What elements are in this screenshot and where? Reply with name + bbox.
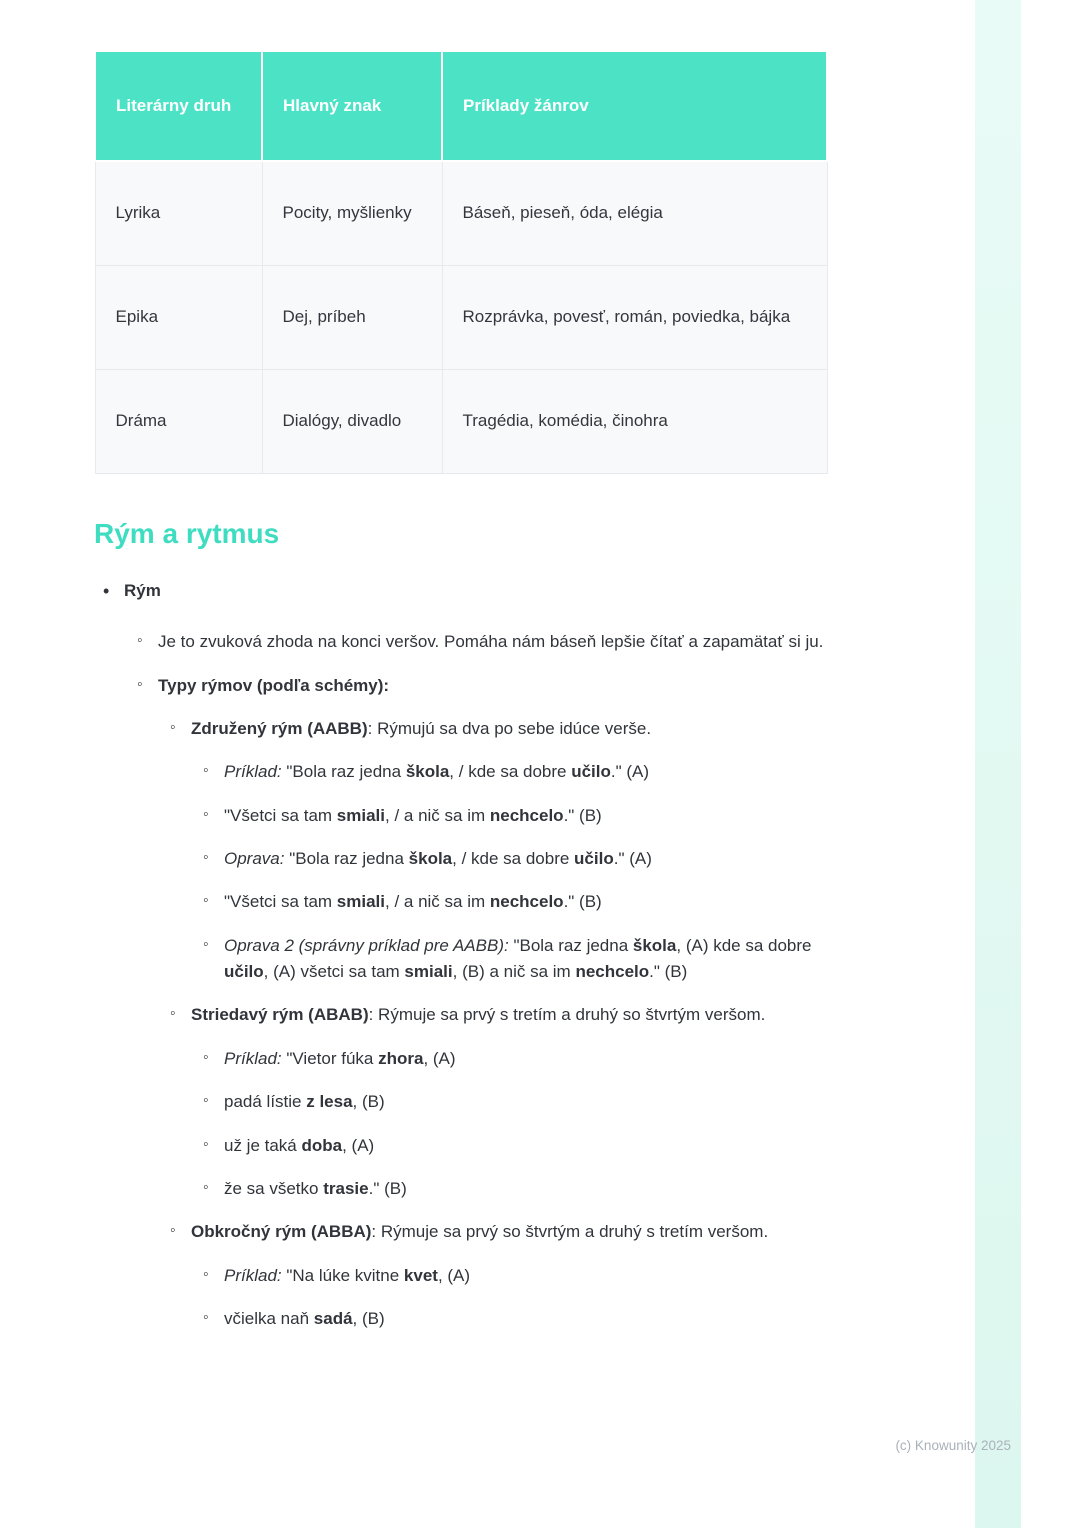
list-item-text bbox=[158, 629, 836, 655]
list-item bbox=[94, 1219, 836, 1245]
text-segment: "Všetci sa tam bbox=[224, 805, 337, 825]
circle-bullet: ◦ bbox=[203, 762, 209, 780]
list-item bbox=[94, 1263, 836, 1289]
table-cell: Rozprávka, povesť, román, poviedka, bájka bbox=[442, 265, 827, 369]
list-item-text bbox=[191, 1219, 836, 1245]
text-segment: nechcelo bbox=[489, 892, 564, 912]
circle-bullet: ◦ bbox=[203, 1135, 209, 1153]
text-segment: Obkročný rým (ABBA) bbox=[191, 1222, 372, 1242]
text-segment: učilo bbox=[224, 962, 264, 982]
table-header-row bbox=[95, 51, 827, 161]
circle-bullet: ◦ bbox=[203, 1308, 209, 1326]
text-segment: padá lístie bbox=[224, 1092, 307, 1112]
text-segment: už je taká bbox=[224, 1135, 302, 1155]
text-segment: ." (B) bbox=[368, 1178, 407, 1198]
text-segment: učilo bbox=[571, 762, 611, 782]
circle-bullet: ◦ bbox=[203, 1048, 209, 1066]
table-cell: Dráma bbox=[95, 369, 262, 473]
text-segment: "Bola raz jedna bbox=[281, 762, 406, 782]
text-segment: , (A) bbox=[342, 1135, 375, 1155]
table-cell: Báseň, pieseň, óda, elégia bbox=[442, 161, 827, 265]
list-item-text bbox=[224, 1263, 836, 1289]
text-segment: Striedavý rým (ABAB) bbox=[191, 1005, 369, 1025]
text-segment: Príklad: bbox=[224, 1048, 282, 1068]
section-heading: Rým a rytmus bbox=[94, 517, 280, 549]
list-item bbox=[94, 846, 836, 872]
list-item bbox=[94, 1306, 836, 1332]
list-item-text bbox=[191, 1002, 836, 1028]
list-item-text bbox=[224, 933, 836, 986]
list-item-text bbox=[124, 578, 836, 604]
text-segment: doba bbox=[301, 1135, 343, 1155]
text-segment: smiali bbox=[336, 892, 385, 912]
table-row bbox=[95, 161, 827, 265]
text-segment: škola bbox=[405, 762, 450, 782]
text-segment: Oprava 2 (správny príklad pre AABB): bbox=[224, 935, 509, 955]
text-segment: , (A) kde sa dobre bbox=[676, 935, 812, 955]
list-item-text bbox=[224, 1306, 836, 1332]
text-segment: "Vietor fúka bbox=[281, 1048, 379, 1068]
text-segment: škola bbox=[408, 849, 453, 869]
text-segment: , (A) bbox=[437, 1265, 471, 1285]
text-segment: Oprava: bbox=[224, 849, 285, 869]
text-segment: Združený rým (AABB) bbox=[191, 719, 368, 739]
rhyme-list bbox=[94, 578, 836, 1333]
text-segment: včielka naň bbox=[224, 1308, 314, 1328]
side-strip bbox=[975, 0, 1021, 1528]
table-cell: Dej, príbeh bbox=[262, 265, 442, 369]
text-segment: zhora bbox=[378, 1048, 424, 1068]
list-item-text bbox=[224, 1176, 836, 1202]
circle-bullet: ◦ bbox=[170, 1222, 176, 1240]
text-segment: , (B) bbox=[352, 1308, 385, 1328]
list-item-text bbox=[224, 759, 836, 785]
copyright-footer: (c) Knowunity 2025 bbox=[895, 1438, 1011, 1453]
table-row bbox=[95, 265, 827, 369]
table-cell: Pocity, myšlienky bbox=[262, 161, 442, 265]
circle-bullet: ◦ bbox=[170, 719, 176, 737]
circle-bullet: ◦ bbox=[203, 1178, 209, 1196]
table-cell: Tragédia, komédia, činohra bbox=[442, 369, 827, 473]
text-segment: smiali bbox=[404, 962, 453, 982]
text-segment: , (B) a nič sa im bbox=[452, 962, 576, 982]
list-item bbox=[94, 1089, 836, 1115]
list-item-text bbox=[191, 716, 836, 742]
list-item-text bbox=[224, 1046, 836, 1072]
text-segment: z lesa bbox=[306, 1092, 353, 1112]
circle-bullet: ◦ bbox=[170, 1005, 176, 1023]
list-item bbox=[94, 629, 836, 655]
text-segment: : Rýmujú sa dva po sebe idúce verše. bbox=[367, 719, 652, 739]
text-segment: , / kde sa dobre bbox=[449, 762, 572, 782]
literary-genres-table bbox=[94, 50, 828, 474]
text-segment: : Rýmuje sa prvý so štvrtým a druhý s tretím veršom. bbox=[371, 1222, 769, 1242]
circle-bullet: ◦ bbox=[203, 892, 209, 910]
text-segment: že sa všetko bbox=[224, 1178, 324, 1198]
text-segment: ." (A) bbox=[610, 762, 650, 782]
list-item-text bbox=[224, 1089, 836, 1115]
text-segment: trasie bbox=[323, 1178, 369, 1198]
list-item-text bbox=[158, 673, 836, 699]
text-segment: smiali bbox=[336, 805, 385, 825]
list-item bbox=[94, 1133, 836, 1159]
text-segment: Príklad: bbox=[224, 1265, 282, 1285]
list-item-text bbox=[224, 803, 836, 829]
list-item bbox=[94, 578, 836, 606]
table-header-cell: Literárny druh bbox=[95, 51, 262, 161]
text-segment: "Bola raz jedna bbox=[284, 849, 409, 869]
text-segment: "Všetci sa tam bbox=[224, 892, 337, 912]
circle-bullet: ◦ bbox=[137, 675, 143, 693]
table-cell: Epika bbox=[95, 265, 262, 369]
text-segment: , (A) bbox=[423, 1048, 456, 1068]
text-segment: , / a nič sa im bbox=[385, 805, 490, 825]
text-segment: Rým bbox=[124, 580, 161, 600]
list-item bbox=[94, 803, 836, 829]
text-segment: ." (B) bbox=[563, 892, 602, 912]
list-item-text bbox=[224, 889, 836, 915]
list-item bbox=[94, 1046, 836, 1072]
text-segment: ." (A) bbox=[613, 849, 652, 869]
list-item bbox=[94, 1176, 836, 1202]
text-segment: "Bola raz jedna bbox=[508, 935, 633, 955]
list-item bbox=[94, 933, 836, 986]
content-area bbox=[94, 50, 836, 1349]
text-segment: , (B) bbox=[352, 1092, 385, 1112]
text-segment: učilo bbox=[574, 849, 614, 869]
text-segment: Príklad: bbox=[224, 762, 282, 782]
text-segment: , / kde sa dobre bbox=[452, 849, 575, 869]
list-item bbox=[94, 673, 836, 699]
list-item bbox=[94, 889, 836, 915]
text-segment: ." (B) bbox=[563, 805, 602, 825]
text-segment: Je to zvuková zhoda na konci veršov. Pomáha nám báseň lepšie čítať a zapamätať si ju. bbox=[158, 632, 824, 652]
text-segment: "Na lúke kvitne bbox=[281, 1265, 404, 1285]
text-segment: : Rýmuje sa prvý s tretím a druhý so štvrtým veršom. bbox=[368, 1005, 766, 1025]
list-item-text bbox=[224, 1133, 836, 1159]
circle-bullet: ◦ bbox=[137, 632, 143, 650]
table-body bbox=[95, 161, 827, 473]
circle-bullet: ◦ bbox=[203, 1265, 209, 1283]
text-segment: škola bbox=[632, 935, 677, 955]
text-segment: , / a nič sa im bbox=[385, 892, 490, 912]
text-segment: sadá bbox=[313, 1308, 353, 1328]
table-header-cell: Príklady žánrov bbox=[442, 51, 827, 161]
circle-bullet: ◦ bbox=[203, 1092, 209, 1110]
text-segment: nechcelo bbox=[575, 962, 650, 982]
table-cell: Lyrika bbox=[95, 161, 262, 265]
circle-bullet: ◦ bbox=[203, 935, 209, 953]
list-item bbox=[94, 716, 836, 742]
list-item bbox=[94, 1002, 836, 1028]
list-item bbox=[94, 759, 836, 785]
disc-bullet: • bbox=[103, 580, 110, 601]
list-item-text bbox=[224, 846, 836, 872]
text-segment: ." (B) bbox=[649, 962, 688, 982]
table-cell: Dialógy, divadlo bbox=[262, 369, 442, 473]
text-segment: nechcelo bbox=[489, 805, 564, 825]
table-header-cell: Hlavný znak bbox=[262, 51, 442, 161]
text-segment: kvet bbox=[403, 1265, 438, 1285]
circle-bullet: ◦ bbox=[203, 805, 209, 823]
table-row bbox=[95, 369, 827, 473]
text-segment: Typy rýmov (podľa schémy): bbox=[158, 675, 390, 695]
circle-bullet: ◦ bbox=[203, 849, 209, 867]
text-segment: , (A) všetci sa tam bbox=[263, 962, 405, 982]
